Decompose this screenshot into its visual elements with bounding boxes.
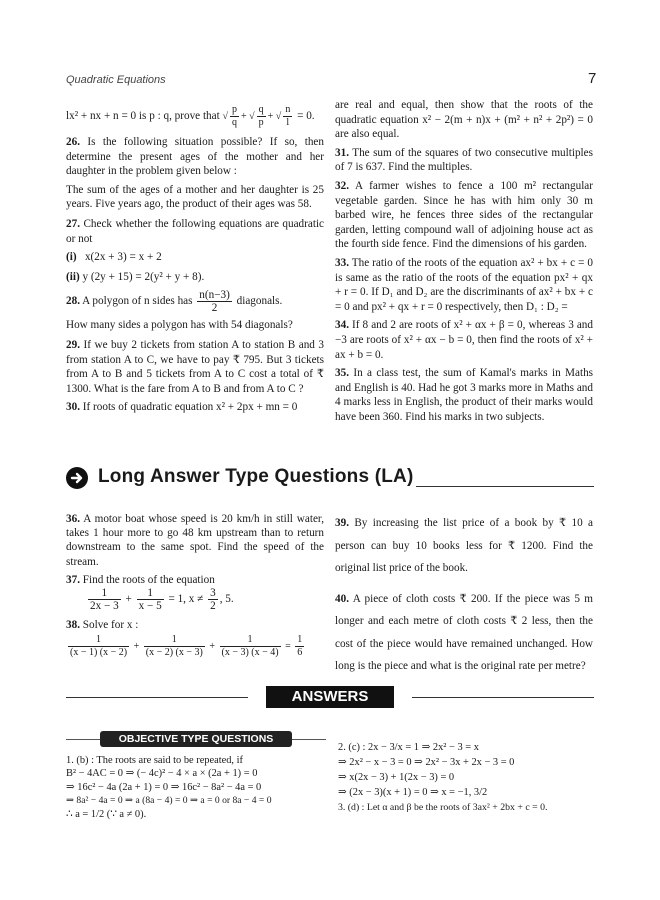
question-36: 36. A motor boat whose speed is 20 km/h in still water, takes 1 hour more to go 48 km upstream than to return downstream to the same spot. Find the speed of the stream.	[66, 513, 324, 568]
section-heading	[66, 466, 594, 492]
page-number: 7	[588, 70, 597, 87]
question-39: 39. By increasing the list price of a book by ₹ 10 a person can buy 10 books less for ₹ 1200. Find the original list price of the book.	[335, 517, 594, 574]
answers-right	[338, 740, 594, 815]
answer-line: ⇒ 8a² − 4a = 0 ⇒ a (8a − 4) = 0 ⇒ a = 0 or 8a − 4 = 0	[66, 795, 272, 807]
question-31: 31. The sum of the squares of two consecutive multiples of 7 is 637. Find the multiples.	[335, 146, 593, 174]
question-27-ii: (ii) y (2y + 15) = 2(y² + y + 8).	[66, 270, 205, 283]
question-38: 38. Solve for x :	[66, 619, 139, 632]
q25-statement	[66, 104, 324, 129]
question-33: 33. The ratio of the roots of the equation ax² + bx + c = 0 is same as the ratio of the roots of the equation px² + qx + r = 0. If D₁ and D₂ are the discriminants of ax² + bx + c = 0 and px² + qx + r = 0 respectively, then D₁ : D₂ =	[335, 256, 593, 313]
answers-left	[66, 754, 328, 821]
q25-tail: = 0.	[297, 110, 315, 123]
chapter-title: Quadratic Equations	[66, 74, 166, 86]
answer-line: B² − 4AC = 0 ⇒ (− 4c)² − 4 × a × (2a + 1) = 0	[66, 768, 258, 780]
question-29: 29. If we buy 2 tickets from station A to station B and 3 from station A to C, we have to pay ₹ 795. But 3 tickets from A to B and 5 tickets from A to C cost a total of ₹ 1300. What is the fare from A to B and from A to C ?	[66, 338, 324, 395]
question-26: 26. Is the following situation possible? If so, then determine the present ages of the mother and her daughter in the problem given below :	[66, 136, 324, 178]
question-30-continued: are real and equal, then show that the roots of the quadratic equation x² − 2(m + n)x + (m² + n² + 2p²) = 0 are also equal.	[335, 99, 593, 141]
answer-line: ∴ a = 1/2 (∵ a ≠ 0).	[66, 808, 147, 820]
answer-line: ⇒ 16c² − 4a (2a + 1) = 0 ⇒ 16c² − 8a² − 4a = 0	[66, 781, 262, 793]
objective-label: OBJECTIVE TYPE QUESTIONS	[100, 731, 292, 747]
answer-line: ⇒ 2x² − x − 3 = 0 ⇒ 2x² − 3x + 2x − 3 = 0	[338, 757, 515, 768]
answer-line: 2. (c) : 2x − 3/x = 1 ⇒ 2x² − 3 = x	[338, 742, 479, 753]
answer-line: ⇒ x(2x − 3) + 1(2x − 3) = 0	[338, 772, 455, 783]
right-column	[335, 98, 593, 428]
question-30: 30. If roots of quadratic equation x² + 2px + mn = 0	[66, 401, 298, 414]
arrow-circle-icon	[66, 467, 88, 489]
question-27: 27. Check whether the following equations are quadratic or not	[66, 217, 325, 245]
question-28-detail: How many sides a polygon has with 54 diagonals?	[66, 319, 293, 332]
question-26-detail: The sum of the ages of a mother and her daughter is 25 years. Five years ago, the product of their ages was 58.	[66, 183, 324, 211]
left-column	[66, 104, 324, 419]
question-37: 37. Find the roots of the equation	[66, 573, 215, 586]
la-right-column	[335, 512, 593, 682]
radical-expression: √ $\frac{p}{q}$ + √ $\frac{q}{p}$ + √ $\frac{n}{l}$	[222, 104, 291, 128]
answers-title: ANSWERS	[266, 686, 394, 708]
answers-banner	[248, 686, 412, 708]
question-27-i: (i) x(2x + 3) = x + 2	[66, 251, 162, 264]
section-title: Long Answer Type Questions (LA)	[98, 466, 414, 487]
q25-text: lx² + nx + n = 0 is p : q, prove that	[66, 110, 220, 123]
question-40: 40. A piece of cloth costs ₹ 200. If the piece was 5 m longer and each metre of cloth costs ₹ 2 less, then the cost of the piece would have remained unchanged. How long is the piece and what is the original rate per metre?	[335, 592, 594, 672]
question-35: 35. In a class test, the sum of Kamal's marks in Maths and English is 40. Had he got 3 marks more in Maths and 4 marks less in English, the product of their marks would have been 360. Find his marks in two subjects.	[335, 367, 594, 423]
section-rule	[416, 486, 594, 487]
answer-line: 3. (d) : Let α and β be the roots of 3ax² + 2bx + c = 0.	[338, 802, 548, 813]
answer-line: ⇒ (2x − 3)(x + 1) = 0 ⇒ x = −1, 3/2	[338, 787, 488, 798]
question-34: 34. If 8 and 2 are roots of x² + αx + β = 0, whereas 3 and −3 are roots of x² + αx − b = 0, then find the roots of x² + ax + b = 0.	[335, 319, 593, 361]
q37-equation: $\frac{1}{2x - 3}$ + $\frac{1}{x - 5}$ = 1, x ≠ $\frac{3}{2}$ , 5.	[90, 587, 234, 613]
q38-equation: $\frac{1}{(x - 1) (x - 2)}$ + $\frac{1}{(x - 2) (x - 3)}$ + $\frac{1}{(x - 3) (x - 4)}$ = $\frac{1}{6}$	[70, 634, 303, 659]
question-32: 32. A farmer wishes to fence a 100 m² rectangular vegetable garden. Since he has with him only 30 m barbed wire, he fences three sides of the rectangular garden, letting compound wall of adjoining house act as the fourth side fence. Find the dimensions of his garden.	[335, 179, 593, 251]
answer-line: 1. (b) : The roots are said to be repeated, if	[66, 755, 243, 766]
la-left-column	[66, 512, 324, 659]
question-28: 28. A polygon of n sides has $\frac{n(n-3)}{2}$ diagonals.	[66, 289, 283, 315]
q28-fraction: $\frac{n(n-3)}{2}$	[199, 289, 230, 315]
